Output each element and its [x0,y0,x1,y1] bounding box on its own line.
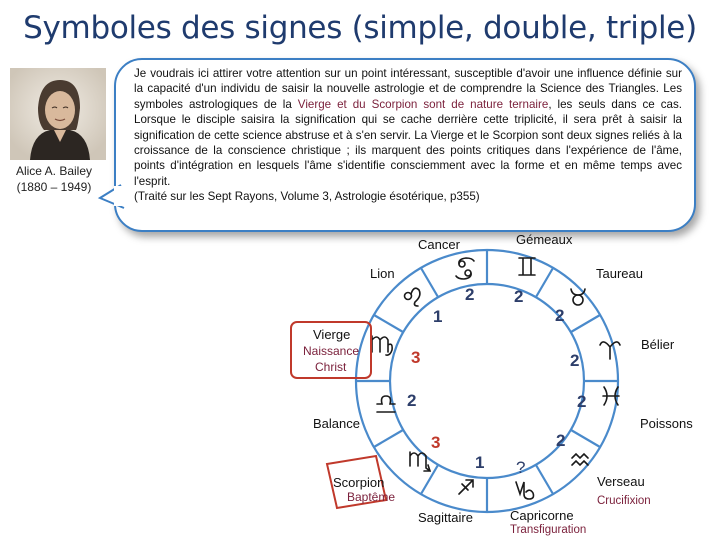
sagittarius-glyph [459,480,473,494]
wheel-dividers [356,250,618,512]
capricorn-glyph [516,482,534,499]
sign-lion: Lion [370,266,395,281]
number-balance: 2 [407,391,417,410]
sign-cancer: Cancer [418,237,460,252]
sign-poissons: Poissons [640,416,693,431]
aries-glyph [600,342,620,359]
number-cancer: 1 [433,307,443,326]
sign-taureau: Taureau [596,266,643,281]
quote-highlight: Vierge et du Scorpion sont de nature ternaire [297,97,549,111]
quote-part2: , les seuls dans ce cas. Lorsque le disciple saisira la signification qui se cache derrière cette triplicité, il sera prêt à saisir la signification de cette science abstruse et à s'en servir. La Vierge et le Scorpion sont deux signes reliés à la croissance de la conscience christique ; ils marquent des points critiques dans l'expérience de l'âme, points d'intégration en lesquels l'âme s'identifie consciemment avec la forme et en même temps avec l'esprit. [134,97,682,188]
sign-scorpion: Scorpion [333,475,385,490]
scorpio-glyph [410,452,430,471]
number-capricorne: ? [516,458,526,477]
sign-belier: Bélier [641,337,675,352]
virgo-glyph [372,336,392,355]
aquarius-glyph [572,454,588,465]
portrait-years: (1880 – 1949) [16,180,92,194]
capricorne-sub-transfiguration: Transfiguration [510,524,587,536]
number-scorpion: 3 [431,433,441,452]
number-taureau: 2 [555,306,565,325]
gemini-glyph [519,258,535,275]
vierge-sub-christ: Christ [315,360,347,374]
sign-sagittaire: Sagittaire [418,510,473,525]
sign-vierge: Vierge [313,327,351,342]
number-gemeaux: 2 [514,287,524,306]
sign-balance: Balance [313,416,360,431]
sign-verseau: Verseau [597,474,645,489]
leo-glyph [405,288,420,306]
number-sagittaire: 1 [475,453,485,472]
verseau-sub-crucifixion: Crucifixion [597,495,651,507]
quote-source: (Traité sur les Sept Rayons, Volume 3, Astrologie ésotérique, p355) [134,190,480,204]
cancer-glyph [456,258,474,279]
number-lion: 2 [465,285,475,304]
page-title: Symboles des signes (simple, double, triple) [23,10,697,46]
sign-capricorne: Capricorne [510,508,574,523]
pisces-glyph [603,387,619,405]
scorpion-sub-bapteme: Baptême [347,490,396,504]
outer-circle [356,250,618,512]
number-verseau: 2 [556,431,566,450]
portrait-name: Alice A. Bailey [15,164,93,178]
quote-part1: Je voudrais ici attirer votre attention sur un point intéressant, susceptible d'avoir une influence définie sur la capacité d'un individu de saisir la nouvelle astrologie et de comprendre la Science des Triangles. Les symboles astrologiques de la [134,67,682,111]
number-vierge: 3 [411,348,421,367]
number-belier: 2 [570,351,580,370]
number-poissons: 2 [577,392,587,411]
vierge-sub-naissance: Naissance [303,344,360,358]
sign-gemeaux: Gémeaux [516,232,573,247]
